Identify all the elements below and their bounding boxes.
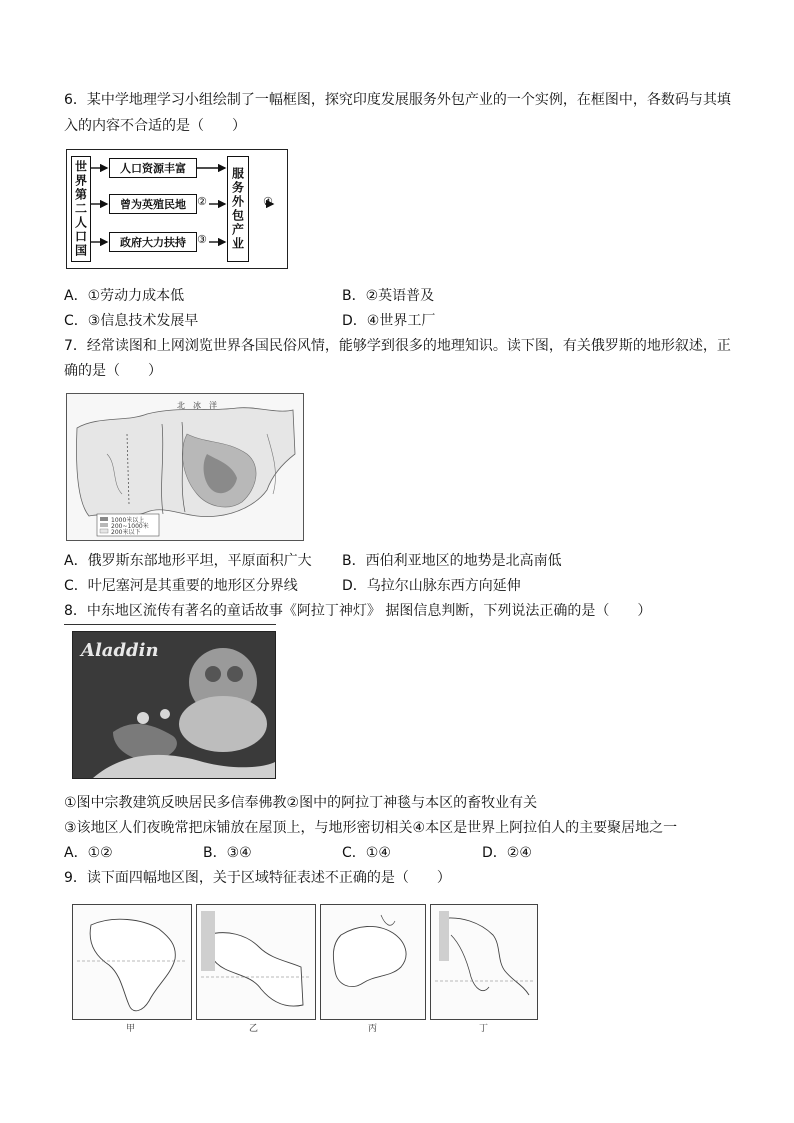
q9-label-bing: 丙	[368, 1024, 378, 1034]
q6-flowchart	[66, 149, 288, 269]
q8-option-a: A．①②	[64, 845, 113, 861]
q7-option-b: B．西伯利亚地区的地势是北高南低	[342, 553, 562, 569]
q7-stem-line2: 确的是（ ）	[64, 363, 162, 379]
q7-map-graphic	[67, 394, 303, 540]
q8-statement-2: ③该地区人们夜晚常把床铺放在屋顶上，与地形密切相关④本区是世界上阿拉伯人的主要聚居地之一	[64, 820, 678, 836]
q7-option-c: C．叶尼塞河是其重要的地形区分界线	[64, 578, 298, 594]
q6-option-a: A．①劳动力成本低	[64, 288, 185, 304]
q8-image-title: Aladdin	[81, 640, 159, 661]
q6-num-2: ②	[197, 195, 207, 208]
q6-box-row1: 人口资源丰富	[109, 158, 197, 178]
q6-option-d: D．④世界工厂	[342, 313, 436, 329]
q9-stem: 9．读下面四幅地区图，关于区域特征表述不正确的是（ ）	[64, 870, 451, 886]
q6-num-3: ③	[197, 233, 207, 246]
q7-russia-map	[66, 393, 304, 541]
q6-stem-line2: 入的内容不合适的是（ ）	[64, 118, 246, 134]
q7-stem-line1: 7．经常读图和上网浏览世界各国民俗风情，能够学到很多的地理知识。读下图，有关俄罗斯的地形叙述，正	[64, 338, 731, 354]
q9-label-ding: 丁	[479, 1024, 489, 1034]
q8-statement-1: ①图中宗教建筑反映居民多信奉佛教②图中的阿拉丁神毯与本区的畜牧业有关	[64, 795, 538, 811]
q9-map-yi	[196, 904, 316, 1020]
q7-sea-label: 北 冰 洋	[177, 401, 217, 410]
q8-option-d: D．②④	[482, 845, 532, 861]
q7-option-d: D．乌拉尔山脉东西方向延伸	[342, 578, 521, 594]
q7-legend-1: 1000米以上	[111, 517, 145, 524]
q8-divider	[64, 624, 276, 625]
q9-map-bing	[320, 904, 426, 1020]
q9-label-yi: 乙	[249, 1024, 259, 1034]
q9-map-jia	[72, 904, 192, 1020]
q8-option-b: B．③④	[203, 845, 252, 861]
q8-option-c: C．①④	[342, 845, 391, 861]
q9-map-jia-graphic	[73, 905, 191, 1019]
q7-option-a: A．俄罗斯东部地形平坦，平原面积广大	[64, 553, 312, 569]
q9-map-ding-graphic	[431, 905, 537, 1019]
q6-stem-line1: 6．某中学地理学习小组绘制了一幅框图，探究印度发展服务外包产业的一个实例，在框图中，各数码与其填	[64, 92, 731, 108]
q6-box-row2: 曾为英殖民地	[109, 194, 197, 214]
q7-legend-3: 200米以下	[111, 529, 141, 536]
q6-num-4: ④	[263, 195, 273, 208]
q8-aladdin-image	[72, 631, 276, 779]
q9-map-yi-graphic	[197, 905, 315, 1019]
q9-map-ding	[430, 904, 538, 1020]
q6-box-left: 世界第二人口国	[71, 156, 91, 262]
q9-map-bing-graphic	[321, 905, 425, 1019]
q6-box-row3: 政府大力扶持	[109, 232, 197, 252]
q6-option-c: C．③信息技术发展早	[64, 313, 199, 329]
q9-label-jia: 甲	[126, 1024, 136, 1034]
q7-legend-2: 200~1000米	[111, 523, 149, 530]
q8-stem: 8．中东地区流传有著名的童话故事《阿拉丁神灯》 据图信息判断，下列说法正确的是（ ）	[64, 603, 652, 619]
q6-box-right: 服务外包产业	[227, 156, 249, 262]
q6-option-b: B．②英语普及	[342, 288, 435, 304]
